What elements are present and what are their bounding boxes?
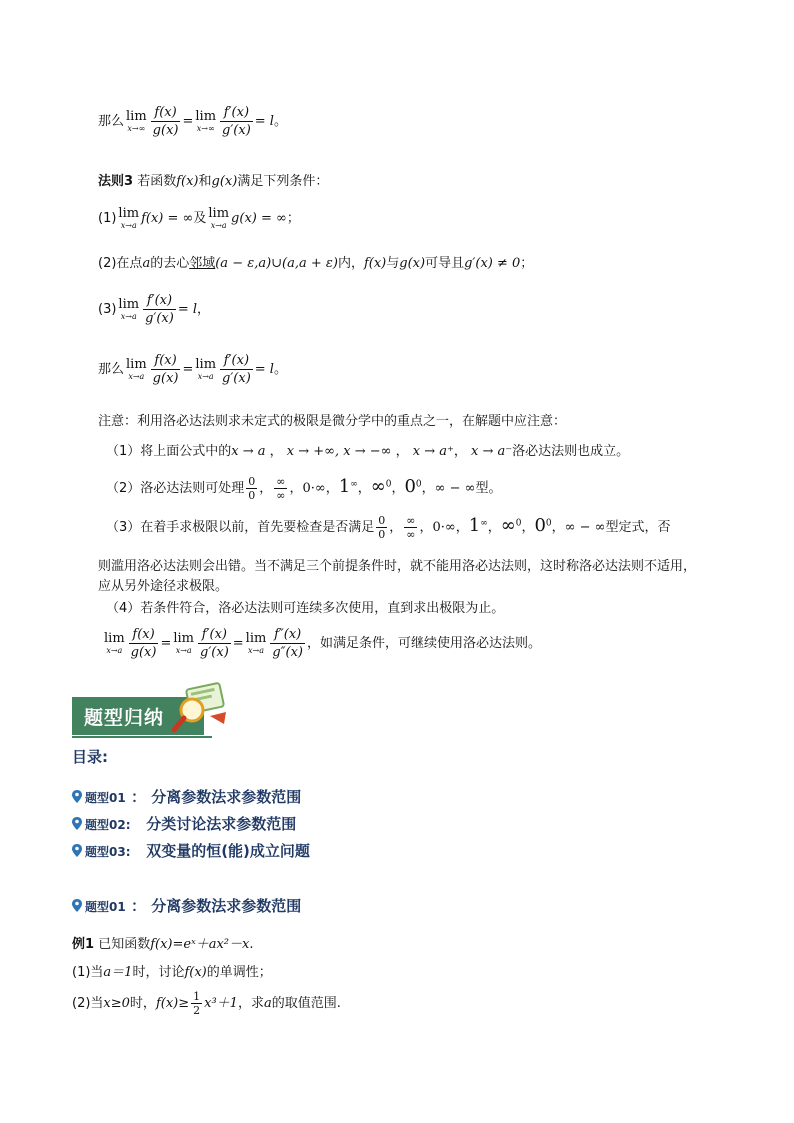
toc-item-1[interactable]: 题型01 ： 分离参数法求参数范围	[72, 786, 301, 807]
frac-f-over-g: $\frac{f(x)}{g(x)}$	[152, 105, 179, 138]
example-1-line1: 例1 已知函数f(x)=eˣ＋ax²－x.	[72, 937, 254, 952]
condition-2: (2)在点a的去心邻域(a − ε,a)∪(a,a + ε)内，f(x)与g(x)可导且g′(x) ≠ 0；	[98, 256, 534, 271]
note-3-line2: 则滥用洛必达法则会出错。当不满足三个前提条件时，就不能用洛必达法则，这时称洛必达法则不适用，	[98, 559, 697, 574]
banner-title: 题型归纳	[84, 707, 165, 729]
banner-underline	[72, 736, 212, 738]
example-1-line3: (2)当x≥0时，f(x)≥ $\frac{1}{2}$ x³＋1，求a的取值范围.	[72, 990, 341, 1017]
note-intro: 注意：利用洛必达法则求未定式的极限是微分学中的重点之一，在解题中应注意：	[98, 414, 567, 429]
book-magnifier-icon	[170, 680, 232, 736]
condition-3: (3) lim x→a $\frac{f'(x)}{g'(x)}$ = l，	[98, 293, 211, 326]
note-3-line1: （3）在着手求极限以前，首先要检查是否满足 $\frac{0}{0}$ ， $\frac{\infty}{\infty}$ ，0·∞，1∞，∞$^0$，$0^0$，∞ − ∞型定式，否	[106, 514, 671, 541]
neighborhood-term: 邻域	[189, 256, 216, 271]
toc-item-3[interactable]: 题型03: 双变量的恒(能)成立问题	[72, 840, 310, 861]
note-3-line3: 应从另外途径求极限。	[98, 579, 229, 594]
rule3-heading: 法则3 若函数f(x)和g(x)满足下列条件：	[98, 174, 329, 189]
condition-1: (1) lim x→a f(x) = ∞及 lim x→a g(x) = ∞；	[98, 206, 300, 230]
frac-fp-over-gp: $\frac{f'(x)}{g'(x)}$	[222, 105, 251, 138]
note-2: （2）洛必达法则可处理 $\frac{0}{0}$ ， $\frac{\infty}{\infty}$ ，0·∞，1∞，∞$^0$，$0^0$，∞ − ∞型。	[106, 475, 502, 502]
map-pin-icon	[72, 844, 82, 857]
note-4: （4）若条件符合，洛必达法则可连续多次使用，直到求出极限为止。	[106, 601, 505, 616]
section-1-heading: 题型01 ： 分离参数法求参数范围	[72, 895, 301, 916]
lim-x-to-inf: lim x→∞	[126, 109, 147, 133]
formula-chain: lim x→a $\frac{f(x)}{g(x)}$ = lim x→a $\frac{f'(x)}{g'(x)}$ = lim x→a $\frac{f''(x)}{g''(x)}$ ，如满足条件，可继续使用洛必达法则。	[104, 627, 541, 660]
rule3-label: 法则3	[98, 174, 134, 189]
map-pin-icon	[72, 899, 82, 912]
map-pin-icon	[72, 817, 82, 830]
note-1: （1）将上面公式中的x → a ， x → +∞, x → −∞ ， x → a⁺， x → a⁻洛必达法则也成立。	[106, 444, 630, 459]
lim-x-to-inf-2: lim x→∞	[195, 109, 217, 133]
example-1-line2: (1)当a＝1时，讨论f(x)的单调性；	[72, 965, 272, 980]
map-pin-icon	[72, 790, 82, 803]
example-1-label: 例1	[72, 937, 95, 952]
toc-item-2[interactable]: 题型02: 分类讨论法求参数范围	[72, 813, 296, 834]
text-then: 那么	[98, 114, 125, 129]
formula-then-a: 那么 lim x→a $\frac{f(x)}{g(x)}$ = lim x→a $\frac{f'(x)}{g'(x)}$ = l。	[98, 353, 287, 386]
formula-then-inf: 那么 lim x→∞ $\frac{f(x)}{g(x)}$ = lim x→∞ $\frac{f'(x)}{g'(x)}$ = l。	[98, 105, 287, 138]
toc-label: 目录:	[72, 748, 108, 766]
